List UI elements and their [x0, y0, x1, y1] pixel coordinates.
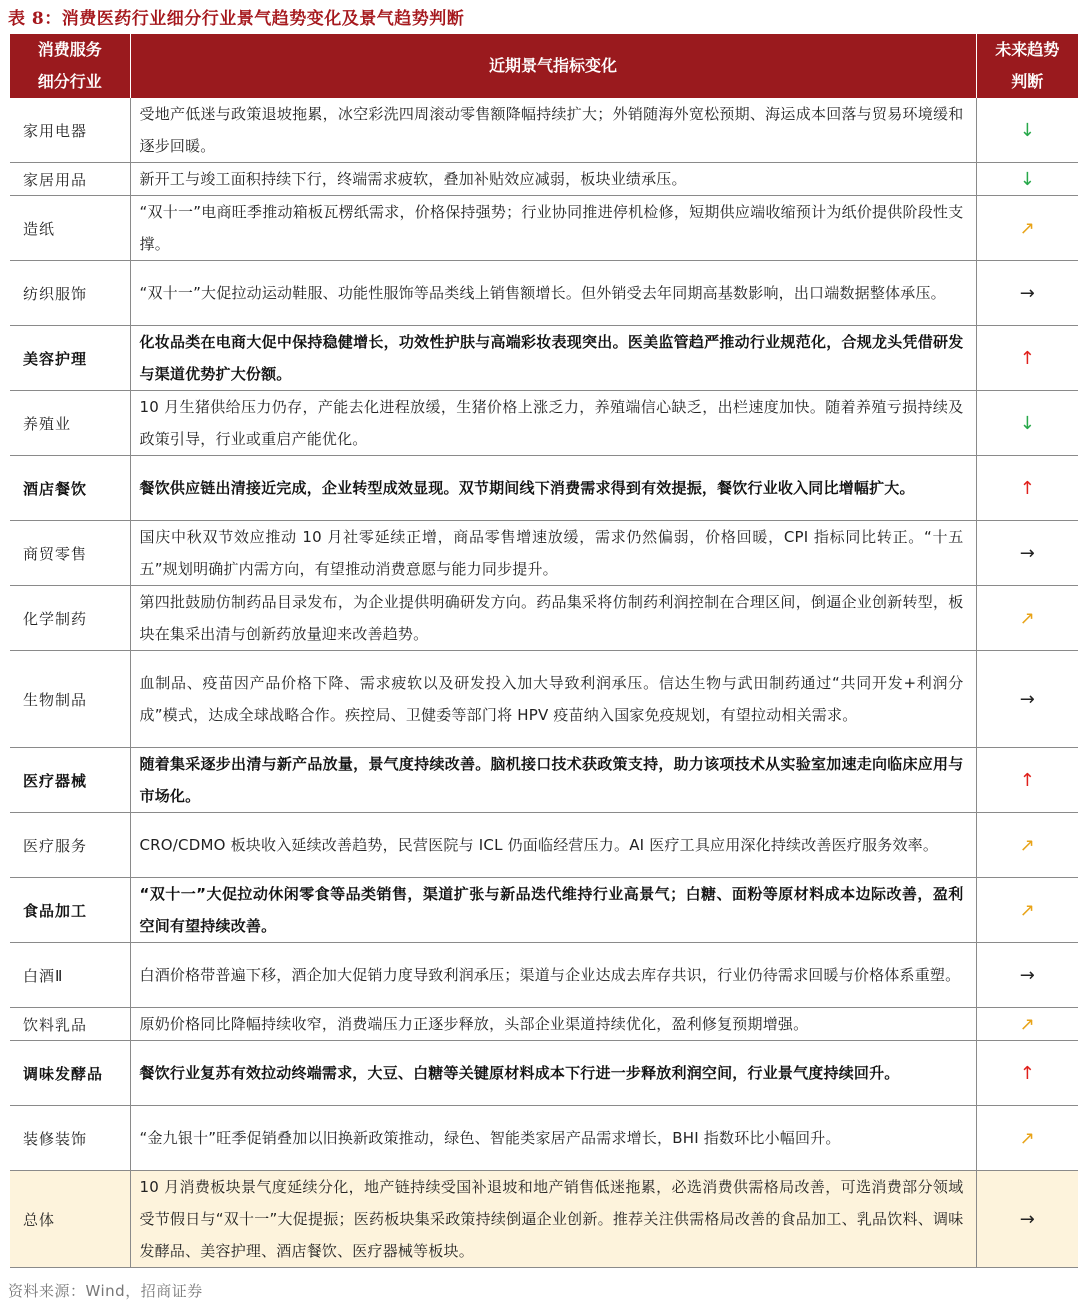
segment-name: 商贸零售 [10, 521, 130, 586]
header-indicators: 近期景气指标变化 [130, 34, 976, 98]
table-row [10, 748, 1078, 813]
indicator-text: 原奶价格同比降幅持续收窄，消费端压力正逐步释放，头部企业渠道持续优化，盈利修复预期增强。 [130, 1008, 976, 1041]
indicator-text-total: 10 月消费板块景气度延续分化，地产链持续受国补退坡和地产销售低迷拖累，必选消费供需格局改善，可选消费部分领域受节假日与“双十一”大促提振；医药板块集采政策持续倒逼企业创新。推荐关注供需格局改善的食品加工、乳品饮料、调味发酵品、美容护理、酒店餐饮、医疗器械等板块。 [130, 1171, 976, 1268]
segment-name: 养殖业 [10, 391, 130, 456]
segment-name: 白酒Ⅱ [10, 943, 130, 1008]
trend-arrow-icon: ↑ [976, 326, 1078, 391]
trend-arrow-icon: → [976, 261, 1078, 326]
table-row [10, 456, 1078, 521]
indicator-text: “金九银十”旺季促销叠加以旧换新政策推动，绿色、智能类家居产品需求增长，BHI 指数环比小幅回升。 [130, 1106, 976, 1171]
segment-name: 生物制品 [10, 651, 130, 748]
table-row [10, 196, 1078, 261]
trend-arrow-icon: ↗ [976, 586, 1078, 651]
table-row [10, 878, 1078, 943]
table-row [10, 391, 1078, 456]
table-row [10, 586, 1078, 651]
segment-name-total: 总体 [10, 1171, 130, 1268]
segment-name: 化学制药 [10, 586, 130, 651]
table-row [10, 813, 1078, 878]
table-row [10, 651, 1078, 748]
header-trend-line1: 未来趋势 [995, 40, 1060, 59]
table-header-row [10, 34, 1078, 98]
segment-name: 酒店餐饮 [10, 456, 130, 521]
trend-arrow-icon: ↗ [976, 1008, 1078, 1041]
segment-name: 家用电器 [10, 98, 130, 163]
table-row [10, 1008, 1078, 1041]
indicator-text: 国庆中秋双节效应推动 10 月社零延续正增，商品零售增速放缓，需求仍然偏弱，价格回暖，CPI 指标同比转正。“十五五”规划明确扩内需方向，有望推动消费意愿与能力同步提升。 [130, 521, 976, 586]
header-trend [976, 34, 1078, 98]
header-trend-line2: 判断 [1011, 72, 1044, 91]
segment-name: 装修装饰 [10, 1106, 130, 1171]
indicator-text: 餐饮供应链出清接近完成，企业转型成效显现。双节期间线下消费需求得到有效提振，餐饮行业收入同比增幅扩大。 [130, 456, 976, 521]
table-row [10, 163, 1078, 196]
segment-name: 纺织服饰 [10, 261, 130, 326]
segment-name: 医疗器械 [10, 748, 130, 813]
segment-name: 食品加工 [10, 878, 130, 943]
segment-name: 家居用品 [10, 163, 130, 196]
indicator-text: 血制品、疫苗因产品价格下降、需求疲软以及研发投入加大导致利润承压。信达生物与武田制药通过“共同开发+利润分成”模式，达成全球战略合作。疾控局、卫健委等部门将 HPV 疫苗纳入国家免疫规划，有望拉动相关需求。 [130, 651, 976, 748]
indicator-text: CRO/CDMO 板块收入延续改善趋势，民营医院与 ICL 仍面临经营压力。AI 医疗工具应用深化持续改善医疗服务效率。 [130, 813, 976, 878]
table-row-total [10, 1171, 1078, 1268]
indicator-text: 随着集采逐步出清与新产品放量，景气度持续改善。脑机接口技术获政策支持，助力该项技术从实验室加速走向临床应用与市场化。 [130, 748, 976, 813]
trend-arrow-icon: ↗ [976, 878, 1078, 943]
header-segment [10, 34, 130, 98]
trend-arrow-icon: ↑ [976, 1041, 1078, 1106]
table-row [10, 98, 1078, 163]
table-row [10, 1106, 1078, 1171]
segment-name: 美容护理 [10, 326, 130, 391]
segment-name: 医疗服务 [10, 813, 130, 878]
segment-name: 调味发酵品 [10, 1041, 130, 1106]
trend-arrow-icon: ↓ [976, 163, 1078, 196]
trend-arrow-icon: ↗ [976, 196, 1078, 261]
segment-name: 饮料乳品 [10, 1008, 130, 1041]
table-row [10, 261, 1078, 326]
header-segment-line1: 消费服务 [37, 40, 102, 59]
trend-arrow-icon: → [976, 521, 1078, 586]
header-segment-line2: 细分行业 [37, 72, 102, 91]
trend-arrow-icon: → [976, 943, 1078, 1008]
indicator-text: 10 月生猪供给压力仍存，产能去化进程放缓，生猪价格上涨乏力，养殖端信心缺乏，出栏速度加快。随着养殖亏损持续及政策引导，行业或重启产能优化。 [130, 391, 976, 456]
segment-name: 造纸 [10, 196, 130, 261]
trend-arrow-icon: → [976, 1171, 1078, 1268]
trend-arrow-icon: ↓ [976, 391, 1078, 456]
trend-arrow-icon: ↓ [976, 98, 1078, 163]
indicator-text: “双十一”大促拉动运动鞋服、功能性服饰等品类线上销售额增长。但外销受去年同期高基数影响，出口端数据整体承压。 [130, 261, 976, 326]
table-row [10, 326, 1078, 391]
industry-trend-table [10, 34, 1078, 1268]
indicator-text: 白酒价格带普遍下移，酒企加大促销力度导致利润承压；渠道与企业达成去库存共识，行业仍待需求回暖与价格体系重塑。 [130, 943, 976, 1008]
source-note: 资料来源：Wind，招商证券 [8, 1282, 203, 1300]
indicator-text: 新开工与竣工面积持续下行，终端需求疲软，叠加补贴效应减弱，板块业绩承压。 [130, 163, 976, 196]
indicator-text: 第四批鼓励仿制药品目录发布，为企业提供明确研发方向。药品集采将仿制药利润控制在合理区间，倒逼企业创新转型，板块在集采出清与创新药放量迎来改善趋势。 [130, 586, 976, 651]
table-row [10, 521, 1078, 586]
indicator-text: “双十一”电商旺季推动箱板瓦楞纸需求，价格保持强势；行业协同推进停机检修，短期供应端收缩预计为纸价提供阶段性支撑。 [130, 196, 976, 261]
trend-arrow-icon: ↑ [976, 748, 1078, 813]
table-row [10, 1041, 1078, 1106]
table-caption: 表 8：消费医药行业细分行业景气趋势变化及景气趋势判断 [8, 9, 465, 29]
trend-arrow-icon: ↗ [976, 1106, 1078, 1171]
trend-arrow-icon: ↑ [976, 456, 1078, 521]
indicator-text: “双十一”大促拉动休闲零食等品类销售，渠道扩张与新品迭代维持行业高景气；白糖、面粉等原材料成本边际改善，盈利空间有望持续改善。 [130, 878, 976, 943]
table-row [10, 943, 1078, 1008]
trend-arrow-icon: → [976, 651, 1078, 748]
indicator-text: 餐饮行业复苏有效拉动终端需求，大豆、白糖等关键原材料成本下行进一步释放利润空间，行业景气度持续回升。 [130, 1041, 976, 1106]
trend-arrow-icon: ↗ [976, 813, 1078, 878]
indicator-text: 受地产低迷与政策退坡拖累，冰空彩洗四周滚动零售额降幅持续扩大；外销随海外宽松预期、海运成本回落与贸易环境缓和逐步回暖。 [130, 98, 976, 163]
indicator-text: 化妆品类在电商大促中保持稳健增长，功效性护肤与高端彩妆表现突出。医美监管趋严推动行业规范化，合规龙头凭借研发与渠道优势扩大份额。 [130, 326, 976, 391]
